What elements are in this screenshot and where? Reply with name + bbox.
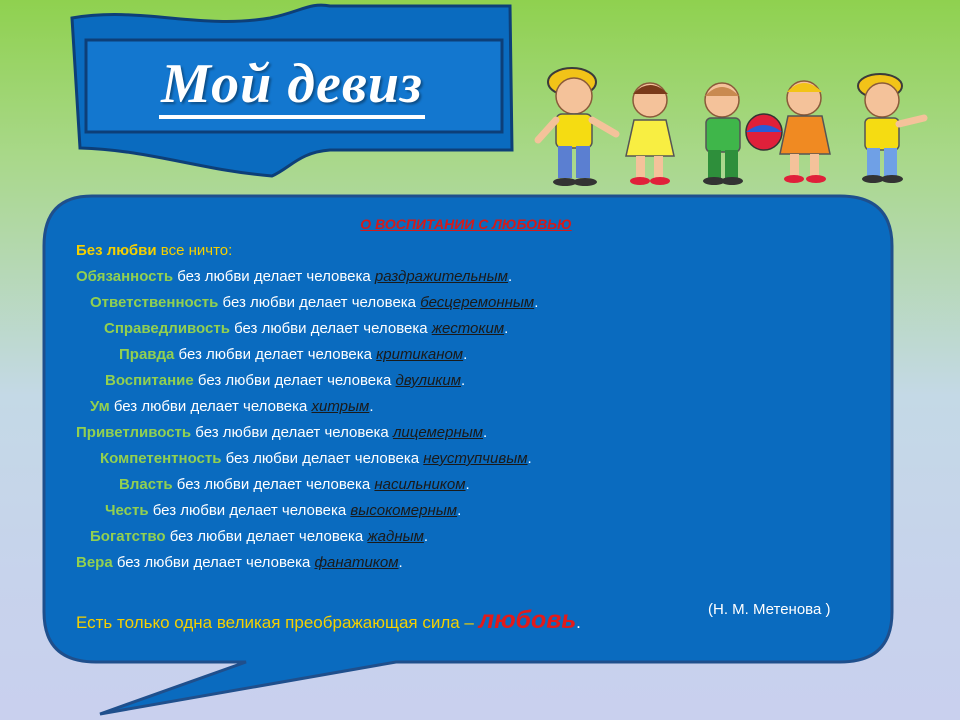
line-end: . [457,502,462,519]
motto-line [76,290,866,316]
line-keyword: Ответственность [90,294,219,311]
line-keyword: Вера [76,554,113,571]
line-keyword: Компетентность [100,450,222,467]
motto-heading: О ВОСПИТАНИИ С ЛЮБОВЬЮ [360,216,572,232]
line-middle: без любви делает человека [218,294,421,311]
line-end: . [534,294,539,311]
line-keyword: Приветливость [76,424,192,441]
line-adjective: неуступчивым [423,450,528,467]
line-keyword: Власть [119,476,173,493]
motto-line [76,420,866,446]
line-middle: без любви делает человека [109,398,312,415]
line-middle: без любви делает человека [191,424,393,441]
line-adjective: фанатиком [314,554,399,571]
line-middle: без любви делает человека [221,450,424,467]
motto-line [76,472,866,498]
line-adjective: лицемерным [392,424,484,441]
line-end: . [463,346,468,363]
line-keyword: Ум [90,398,110,415]
motto-line [76,316,866,342]
line-middle: без любви делает человека [174,346,377,363]
motto-line [76,524,866,550]
line-adjective: раздражительным [374,268,508,285]
motto-line [76,550,866,576]
line-keyword: Правда [119,346,175,363]
line-adjective: критиканом [376,346,464,363]
quote-author: (Н. М. Метенова ) [708,601,831,618]
line-end: . [465,476,470,493]
line-middle: без любви делает человека [172,476,375,493]
motto-line [76,446,866,472]
line-end: . [461,372,466,389]
final-end: . [576,613,581,632]
line-adjective: бесцеремонным [420,294,535,311]
line-adjective: жадным [367,528,424,545]
line-keyword: Воспитание [105,372,194,389]
line-middle: без любви делает человека [112,554,315,571]
line-end: . [423,528,429,545]
final-text: Есть только одна великая преображающая сила – [76,613,479,632]
line-middle: без любви делает человека [148,502,351,519]
line-end: . [483,424,488,441]
line-middle: без любви делает человека [173,268,375,285]
line-keyword: Обязанность [76,268,174,285]
line-keyword: Честь [105,502,149,519]
line-end: . [504,320,509,337]
motto-line [76,342,866,368]
line-adjective: жестоким [431,320,505,337]
line-adjective: высокомерным [350,502,458,519]
line-end: . [527,450,532,467]
line-end: . [369,398,374,415]
line-adjective: насильником [374,476,466,493]
motto-line [76,264,866,290]
line-keyword: Справедливость [104,320,230,337]
line-keyword: Богатство [90,528,166,545]
motto-line [76,498,866,524]
intro-rest: все ничто: [156,242,233,259]
line-end: . [398,554,403,571]
final-love-word: любовь [478,606,577,634]
line-adjective: хитрым [311,398,370,415]
line-middle: без любви делает человека [193,372,396,389]
intro-line [76,238,866,264]
page-title: Мой девиз [88,44,496,128]
motto-content [76,216,866,576]
line-end: . [507,268,513,285]
line-middle: без любви делает человека [229,320,432,337]
line-adjective: двуликим [395,372,461,389]
line-middle: без любви делает человека [165,528,368,545]
intro-keyword: Без любви [76,242,157,259]
motto-line [76,394,866,420]
motto-line [76,368,866,394]
